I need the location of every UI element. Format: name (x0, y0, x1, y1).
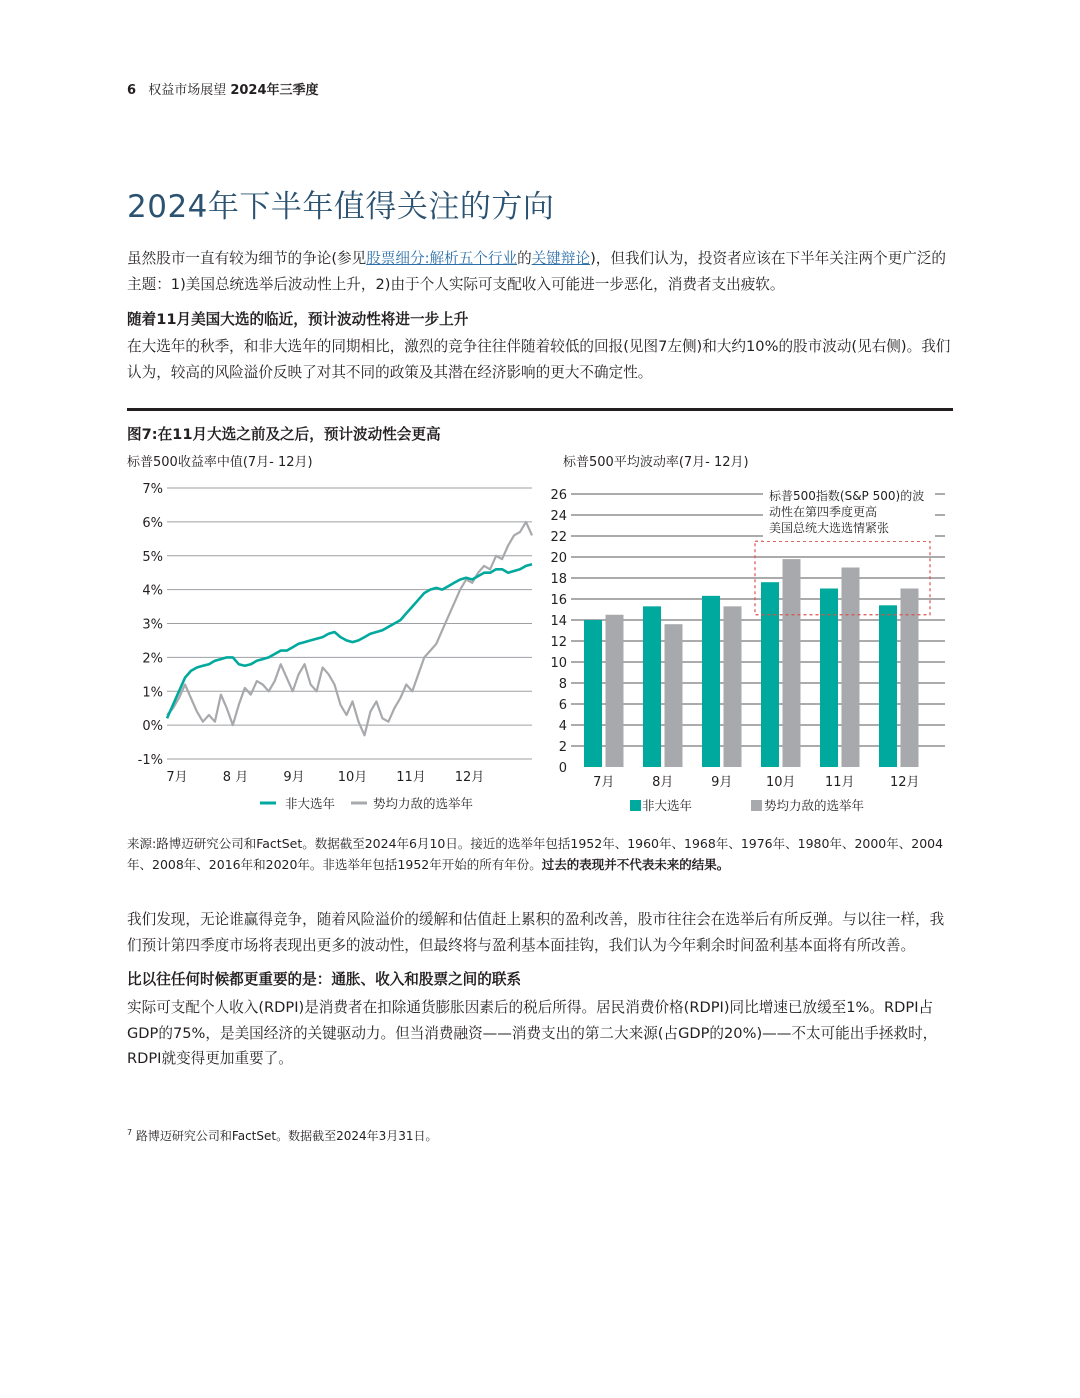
x-tick-label: 8 月 (222, 770, 249, 785)
figure-title: 图7:在11月大选之前及之后，预计波动性会更高 (127, 426, 441, 443)
left-chart-subtitle: 标普500收益率中值(7月- 12月) (127, 455, 313, 470)
link-key-debates[interactable]: 关键辩论 (531, 250, 591, 267)
x-tick-label: 12月 (889, 775, 920, 790)
bar (901, 589, 919, 768)
legend-label-close-election: 势均力敌的选举年 (764, 798, 865, 813)
y-tick-label: 5% (142, 549, 163, 565)
link-sector-breakdown[interactable]: 股票细分:解析五个行业 (366, 250, 518, 267)
y-tick-label: 26 (550, 488, 567, 503)
page-title: 2024年下半年值得关注的方向 (127, 189, 555, 225)
y-tick-label: 24 (550, 509, 567, 524)
x-tick-label: 12月 (454, 770, 485, 785)
bar (724, 606, 742, 767)
bar (783, 559, 801, 767)
x-tick-label: 7月 (593, 775, 615, 790)
x-tick-label: 9月 (283, 770, 305, 785)
y-tick-label: 1% (142, 685, 163, 701)
intro-text-after: )，但我们认为，投资者应该在下半年关注两个更广泛的主题：1)美国总统选举后波动性上升，2)由于个人实际可支配收入可能进一步恶化，消费者支出疲软。 (127, 250, 947, 293)
figure-source (127, 833, 957, 875)
y-tick-label: 2% (142, 651, 163, 667)
annotation-text: 动性在第四季度更高 (769, 505, 878, 519)
source-text: 来源:路博迈研究公司和FactSet。数据截至2024年6月10日。接近的选举年包括1952年、1960年、1968年、1976年、1980年、2000年、2004年、2008年、2016年和2020年。非选举年包括1952年开始的所有年份。 (127, 836, 944, 872)
header-section: 权益市场展望 (148, 83, 227, 98)
section1-body: 在大选年的秋季，和非大选年的同期相比，激烈的竞争往往伴随着较低的回报(见图7左侧)和大约10%的股市波动(见右侧)。我们认为，较高的风险溢价反映了对其不同的政策及其潜在经济影响的更大不确定性。 (127, 338, 951, 381)
footnote (127, 1127, 438, 1144)
y-tick-label: 18 (550, 572, 567, 587)
y-tick-label: 10 (550, 656, 567, 671)
footnote-text: 路博迈研究公司和FactSet。数据截至2024年3月31日。 (135, 1129, 438, 1143)
y-tick-label: 3% (142, 617, 163, 633)
page-number: 6 (127, 83, 137, 98)
bar (879, 605, 897, 767)
bar (584, 620, 602, 767)
x-tick-label: 8月 (652, 775, 674, 790)
legend-swatch-close-election (751, 800, 762, 811)
section1-heading: 随着11月美国大选的临近，预计波动性将进一步上升 (127, 311, 469, 328)
y-tick-label: 0 (558, 761, 567, 776)
legend-label-non-election: 非大选年 (642, 798, 693, 813)
page-header (127, 79, 319, 98)
intro-paragraph (127, 246, 957, 297)
bar (665, 624, 683, 767)
y-tick-label: 4% (142, 583, 163, 599)
y-tick-label: 22 (550, 530, 567, 545)
legend-swatch-non-election (630, 800, 641, 811)
y-tick-label: 4 (558, 719, 567, 734)
y-tick-label: 20 (550, 551, 567, 566)
section2-body: 我们发现，无论谁赢得竞争，随着风险溢价的缓解和估值赶上累积的盈利改善，股市往往会在选举后有所反弹。与以往一样，我们预计第四季度市场将表现出更多的波动性，但最终将与盈利基本面挂钩，我们认为今年剩余时间盈利基本面将有所改善。 (127, 911, 945, 954)
y-tick-label: 14 (550, 614, 567, 629)
y-tick-label: 12 (550, 635, 567, 650)
bar (606, 615, 624, 767)
figure-divider (127, 408, 953, 411)
y-tick-label: -1% (137, 753, 163, 768)
intro-text-before: 虽然股市一直有较为细节的争论(参见 (127, 250, 367, 267)
x-tick-label: 9月 (711, 775, 733, 790)
x-tick-label: 10月 (765, 775, 796, 790)
bar-chart (545, 475, 955, 820)
legend-label-close-election: 势均力敌的选举年 (373, 796, 474, 811)
y-tick-label: 8 (558, 677, 567, 692)
legend-label-non-election: 非大选年 (285, 796, 336, 811)
annotation-text: 美国总统大选选情紧张 (769, 521, 890, 535)
intro-text-mid: 的 (517, 250, 532, 267)
x-tick-label: 11月 (824, 775, 855, 790)
x-tick-label: 11月 (396, 770, 426, 785)
source-disclaimer: 过去的表现并不代表未来的结果。 (541, 857, 730, 872)
footnote-mark: 7 (127, 1128, 133, 1137)
bar (761, 582, 779, 767)
section3-body: 实际可支配个人收入(RDPI)是消费者在扣除通货膨胀因素后的税后所得。居民消费价格(RDPI)同比增速已放缓至1%。RDPI占GDP的75%，是美国经济的关键驱动力。但当消费融资——消费支出的第二大来源(占GDP的20%)——不太可能出手拯救时，RDPI就变得更加重要了。 (127, 999, 938, 1067)
section3-heading: 比以往任何时候都更重要的是：通胀、收入和股票之间的联系 (127, 971, 522, 988)
y-tick-label: 16 (550, 593, 567, 608)
y-tick-label: 2 (558, 740, 567, 755)
x-tick-label: 7月 (166, 770, 188, 785)
y-tick-label: 0% (142, 719, 163, 735)
right-chart-subtitle: 标普500平均波动率(7月- 12月) (563, 455, 749, 470)
header-edition: 2024年三季度 (230, 83, 319, 98)
annotation-text: 标普500指数(S&P 500)的波 (769, 489, 925, 503)
bar (842, 568, 860, 768)
bar (643, 606, 661, 767)
series-line (167, 522, 532, 735)
y-tick-label: 6% (142, 515, 163, 531)
x-tick-label: 10月 (337, 770, 368, 785)
bar (702, 596, 720, 767)
y-tick-label: 7% (142, 482, 163, 497)
line-chart (127, 475, 547, 820)
y-tick-label: 6 (558, 698, 567, 713)
